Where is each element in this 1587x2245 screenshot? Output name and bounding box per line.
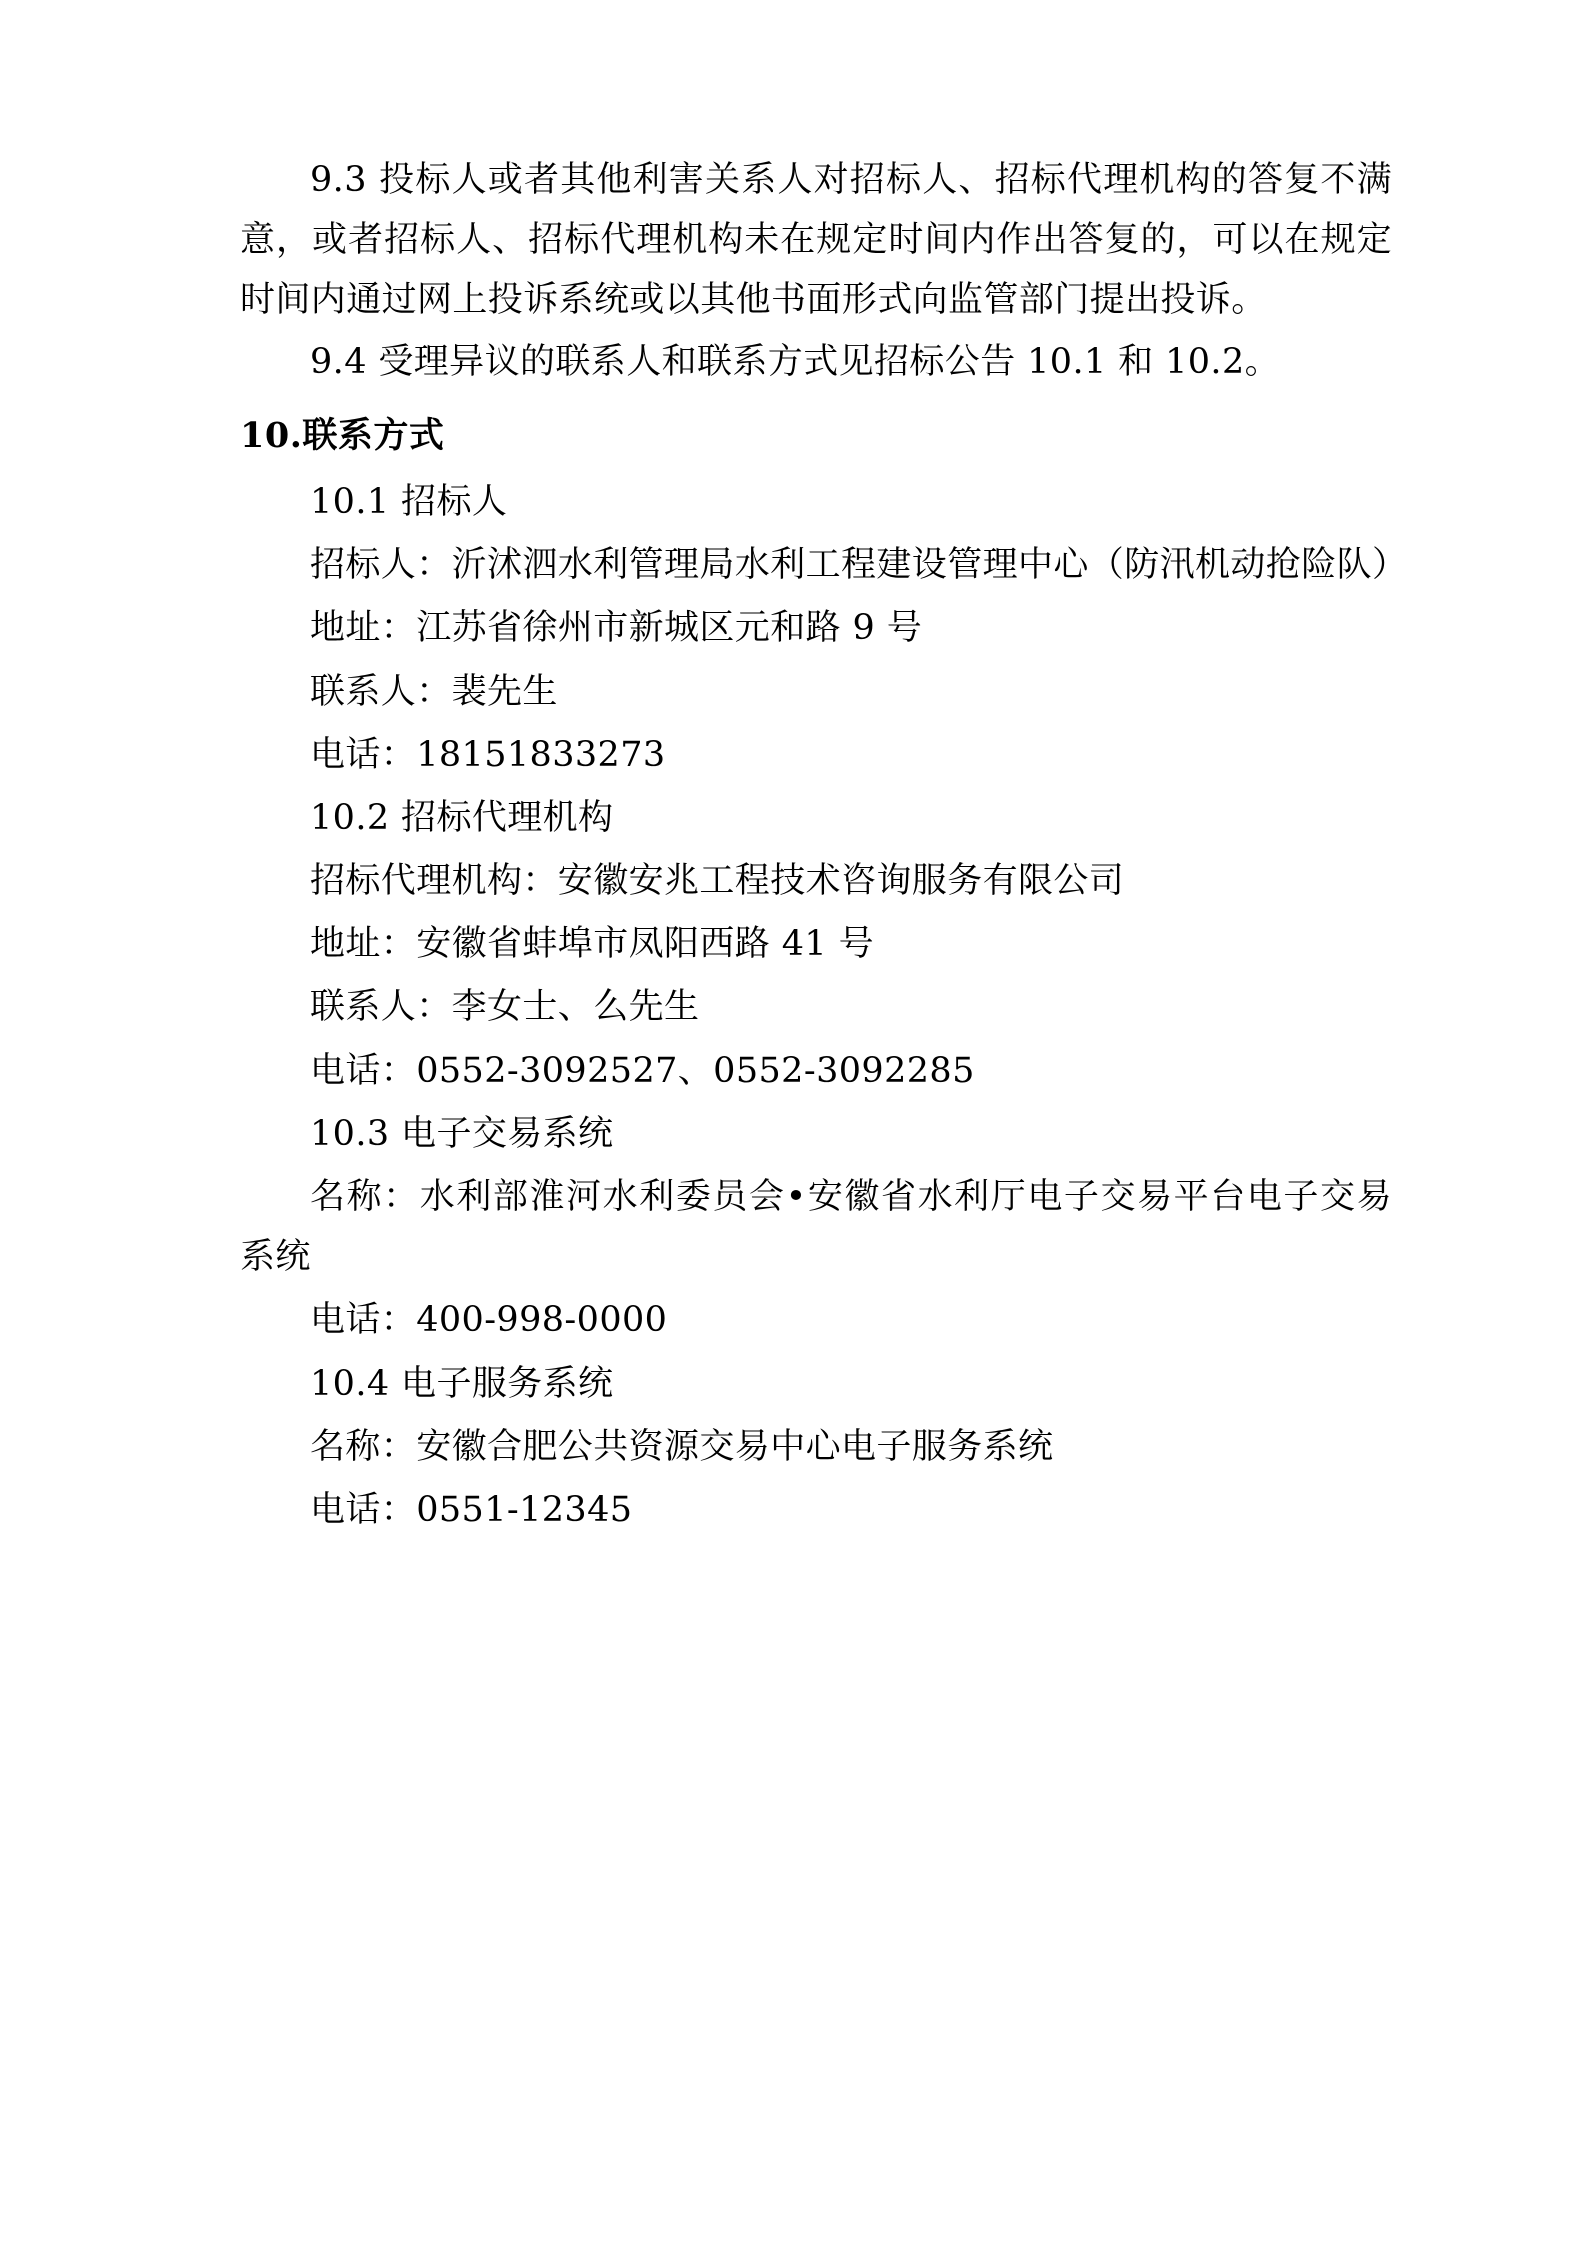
agency-contact: 联系人：李女士、么先生 xyxy=(310,987,700,1028)
agency-name: 招标代理机构：安徽安兆工程技术咨询服务有限公司 xyxy=(310,861,1125,902)
agency-address: 地址：安徽省蚌埠市凤阳西路 41 号 xyxy=(310,924,874,965)
eservice-system-phone: 电话：0551-12345 xyxy=(310,1489,633,1530)
subsection-10-3-title: 10.3 电子交易系统 xyxy=(310,1113,614,1154)
etrade-system-phone: 电话：400-998-0000 xyxy=(310,1300,668,1341)
document-body xyxy=(240,150,1408,1540)
etrade-system-name: 名称：水利部淮河水利委员会•安徽省水利厅电子交易平台电子交易系统 xyxy=(240,1177,1392,1278)
tenderee-contact: 联系人：裴先生 xyxy=(310,671,558,712)
tenderee-name: 招标人：沂沭泗水利管理局水利工程建设管理中心（防汛机动抢险队） xyxy=(310,545,1408,586)
section-heading-10: 10.联系方式 xyxy=(240,414,445,456)
tenderee-phone: 电话：18151833273 xyxy=(310,734,666,775)
subsection-10-2-title: 10.2 招标代理机构 xyxy=(310,797,614,838)
eservice-system-name: 名称：安徽合肥公共资源交易中心电子服务系统 xyxy=(310,1426,1054,1467)
tenderee-address: 地址：江苏省徐州市新城区元和路 9 号 xyxy=(310,608,923,649)
subsection-10-4-title: 10.4 电子服务系统 xyxy=(310,1363,614,1404)
subsection-10-1-title: 10.1 招标人 xyxy=(310,481,508,522)
paragraph-9-3: 9.3 投标人或者其他利害关系人对招标人、招标代理机构的答复不满意，或者招标人、招标代理机构未在规定时间内作出答复的，可以在规定时间内通过网上投诉系统或以其他书面形式向监管部门提出投诉。 xyxy=(240,160,1392,321)
paragraph-9-4: 9.4 受理异议的联系人和联系方式见招标公告 10.1 和 10.2。 xyxy=(310,341,1281,382)
agency-phone: 电话：0552-3092527、0552-3092285 xyxy=(310,1050,975,1091)
